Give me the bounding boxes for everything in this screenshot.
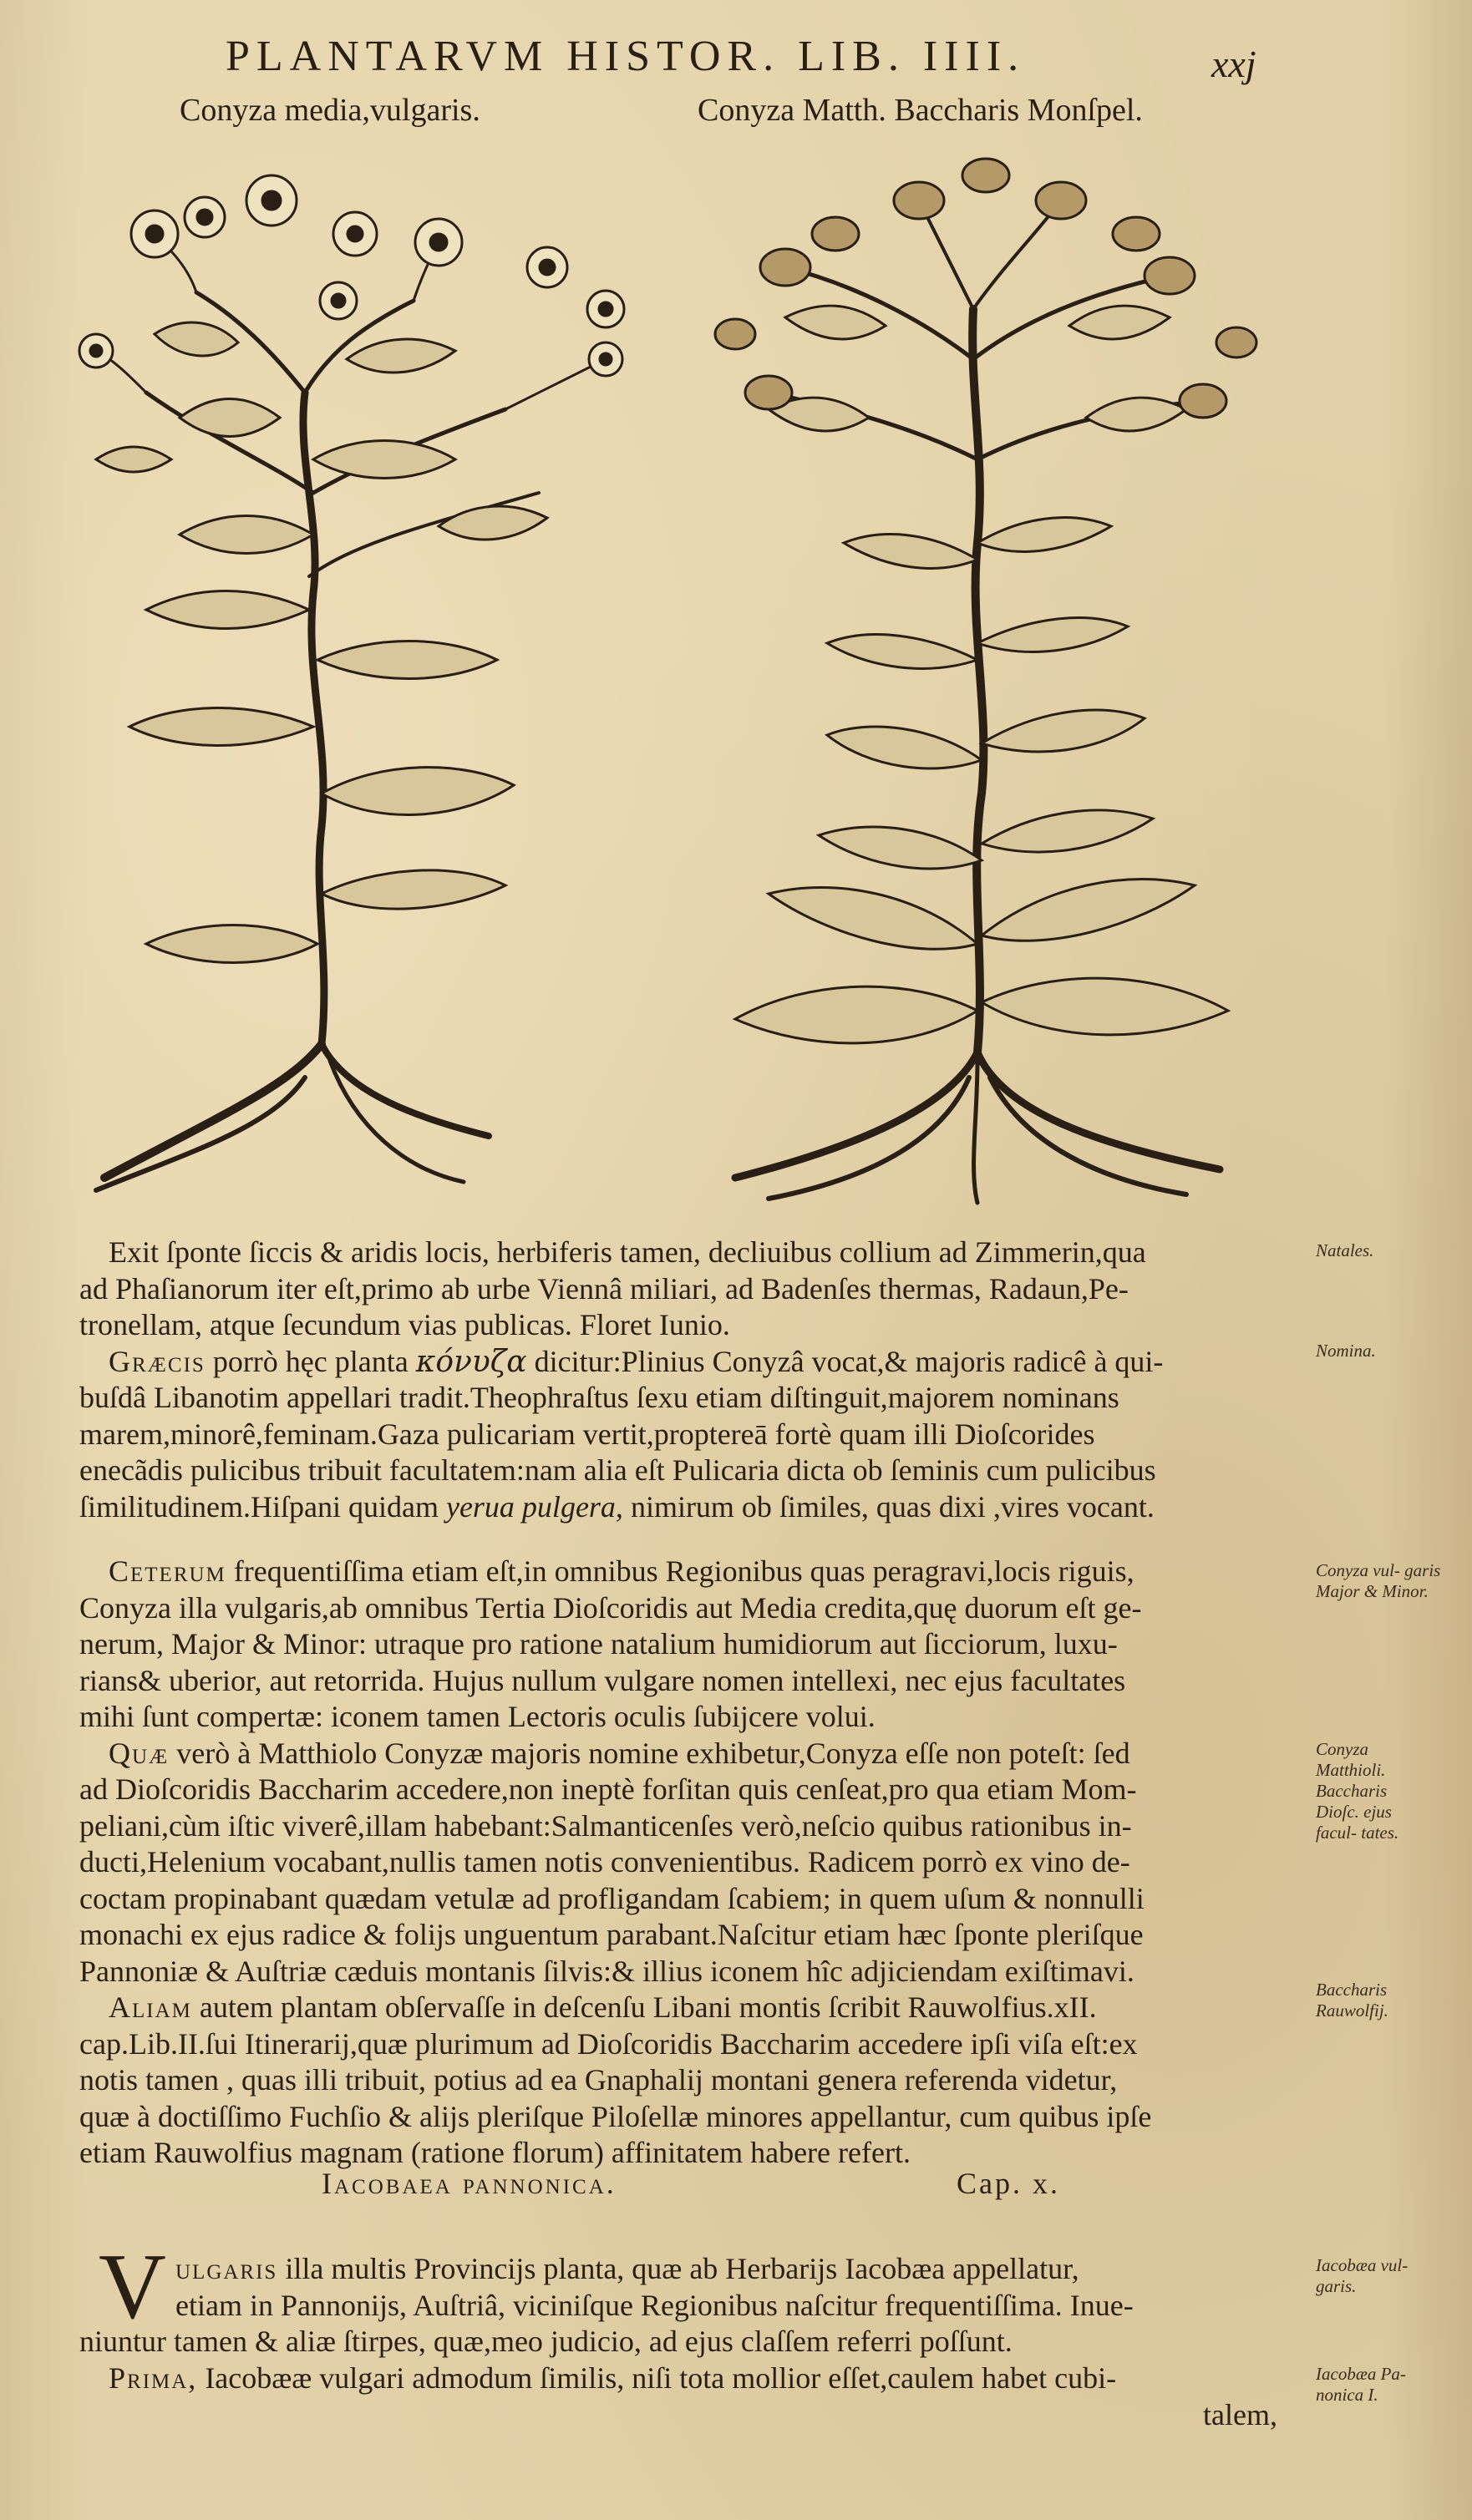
woodcut-conyza-media xyxy=(71,142,656,1219)
paragraph-lead: ulgaris xyxy=(175,2252,278,2285)
paragraph-iacobaea-vulgaris xyxy=(175,2251,1299,2324)
text-line: Conyza illa vulgaris,ab omnibus Tertia Dioſcoridis aut Media credita,quę duorum eſt ge- xyxy=(79,1590,1142,1625)
running-head xyxy=(0,32,1472,85)
text-line: dicitur:Plinius Conyzâ vocat,& majoris radicê à qui- xyxy=(534,1344,1164,1378)
text-line: porrò hęc planta xyxy=(212,1344,409,1378)
text-block-iacobaea-cont xyxy=(79,2324,1299,2396)
paragraph-iacobaea-prima xyxy=(79,2360,1299,2397)
text-line: illa multis Provincijs planta, quæ ab Herbarijs Iacobæa appellatur, xyxy=(285,2252,1079,2285)
folio-number: xxj xyxy=(1211,43,1256,85)
paragraph-lead: Græcis xyxy=(109,1344,206,1378)
text-line: rians& uberior, aut retorrida. Hujus nullum vulgare nomen intellexi, nec ejus facultates xyxy=(79,1663,1126,1697)
margin-note-iacobaea-vulgaris: Iacobæa vul- garis. xyxy=(1316,2255,1409,2296)
drop-cap: V xyxy=(99,2235,166,2339)
margin-note-iacobaea-pannonica: Iacobæa Pa- nonica I. xyxy=(1316,2364,1406,2405)
margin-note-conyza-matthioli: Conyza Matthioli. Baccharis Dioſc. ejus facul- tates. xyxy=(1316,1739,1399,1843)
running-title: PLANTARVM HISTOR. LIB. IIII. xyxy=(226,33,1026,80)
text-line: quæ à doctiſſimo Fuchſio & alijs pleriſque Piloſellæ minores appellantur, cum quibus ipſe xyxy=(79,2099,1152,2133)
text-line: etiam in Pannonijs, Auſtriâ, viciniſque Regionibus naſcitur frequentiſſima. Inue- xyxy=(175,2288,1134,2322)
chapter-number: Cap. x. xyxy=(957,2167,1060,2200)
margin-note-conyza-vulgaris: Conyza vul- garis Major & Minor. xyxy=(1316,1560,1441,1601)
text-line: niuntur tamen & aliæ ſtirpes, quæ,meo judicio, ad ejus claſſem referri poſſunt. xyxy=(79,2325,1013,2358)
text-line: ad Phaſianorum iter eſt,primo ab urbe Viennâ miliari, ad Badenſes thermas, Radaun,Pe- xyxy=(79,1271,1129,1306)
woodcut-baccharis-monspeliensis xyxy=(702,142,1270,1219)
greek-word: κόνυζα xyxy=(415,1344,527,1379)
text-line: peliani,cùm iſtic viverê,illam habebant:Salmanticenſes verò,neſcio quibus rationibus in- xyxy=(79,1808,1132,1843)
text-line: ducti,Helenium vocabant,nullis tamen notis convenientibus. Radicem porrò ex vino de- xyxy=(79,1845,1130,1879)
text-line: buſdâ Libanotim appellari tradit.Theophraſtus ſexu etiam diſtinguit,majorem nominans xyxy=(79,1381,1119,1414)
catchword: talem, xyxy=(1203,2398,1277,2431)
paragraph-lead: Aliam xyxy=(109,1990,192,2024)
text-line: verò à Matthiolo Conyzæ majoris nomine exhibetur,Conyza eſſe non poteſt: ſed xyxy=(176,1736,1130,1770)
margin-note-nomina: Nomina. xyxy=(1316,1341,1376,1361)
margin-note-baccharis-rauwolfii: Baccharis Rauwolfij. xyxy=(1316,1980,1388,2021)
text-line: nimirum ob ſimiles, quas dixi ,vires vocant. xyxy=(630,1489,1155,1524)
paragraph-iacobaea-cont xyxy=(79,2324,1299,2360)
paragraph-nomina xyxy=(79,1344,1299,1526)
text-line: frequentiſſima etiam eſt,in omnibus Regionibus quas peragravi,locis riguis, xyxy=(233,1554,1134,1588)
chapter-title: Iacobaea pannonica. xyxy=(322,2167,617,2200)
plate-caption-right: Conyza Matth. Baccharis Monſpel. xyxy=(698,93,1143,128)
text-line: tronellam, atque ſecundum vias publicas. Floret Iunio. xyxy=(79,1308,730,1341)
chapter-heading xyxy=(0,2166,1472,2208)
text-line: enecãdis pulicibus tribuit facultatem:nam alia eſt Pulicaria dicta ob ſeminis cum pulicibus xyxy=(79,1453,1156,1487)
text-line: ſimilitudinem.Hiſpani quidam xyxy=(79,1489,439,1524)
paragraph-baccharis-rauwolfii xyxy=(79,1990,1299,2172)
text-block-conyza xyxy=(79,1554,1299,2172)
margin-note-natales: Natales. xyxy=(1316,1240,1374,1260)
text-line: cap.Lib.II.ſui Itinerarij,quæ plurimum ad Dioſcoridis Baccharim accedere ipſi viſa eſt:ex xyxy=(79,2026,1138,2061)
paragraph-lead: Quæ xyxy=(109,1736,170,1770)
text-line: Pannoniæ & Auſtriæ cæduis montanis ſilvis:& illius iconem hîc adjiciendam exiſtimavi. xyxy=(79,1954,1134,1988)
text-line: autem plantam obſervaſſe in deſcenſu Libani montis ſcribit Rauwolfius.xII. xyxy=(199,1990,1097,2024)
paragraph-conyza-vulgaris xyxy=(79,1554,1299,1736)
paragraph-natales xyxy=(79,1235,1299,1344)
text-line: coctam propinabant quædam vetulæ ad profligandam ſcabiem; in quem uſum & nonnulli xyxy=(79,1881,1145,1915)
text-line: etiam Rauwolfius magnam (ratione florum) affinitatem habere refert. xyxy=(79,2136,911,2169)
text-line: Iacobææ vulgari admodum ſimilis, niſi tota mollior eſſet,caulem habet cubi- xyxy=(205,2360,1117,2395)
text-line: notis tamen , quas illi tribuit, potius ad ea Gnaphalij montani genera referenda videtur, xyxy=(79,2063,1118,2097)
text-line: marem,minorê,feminam.Gaza pulicariam vertit,proptereā fortè quam illi Dioſcorides xyxy=(79,1417,1095,1451)
paragraph-lead: Prima, xyxy=(109,2360,198,2395)
vernacular-name: yerua pulgera, xyxy=(445,1489,623,1524)
paragraph-conyza-matthioli xyxy=(79,1736,1299,1990)
text-block-iacobaea xyxy=(175,2251,1299,2324)
text-block-natales xyxy=(79,1235,1299,1525)
text-line: mihi ſunt compertæ: iconem tamen Lectoris oculis ſubijcere volui. xyxy=(79,1700,876,1733)
text-line: ad Dioſcoridis Baccharim accedere,non ineptè forſitan quis cenſeat,pro qua etiam Mom- xyxy=(79,1772,1137,1806)
text-line: Exit ſponte ſiccis & aridis locis, herbiferis tamen, decliuibus collium ad Zimmerin,qua xyxy=(109,1235,1146,1269)
text-line: monachi ex ejus radice & folijs unguentum parabant.Naſcitur etiam hæc ſponte pleriſque xyxy=(79,1918,1144,1951)
plate-caption-left: Conyza media,vulgaris. xyxy=(180,93,480,128)
paragraph-lead: Ceterum xyxy=(109,1554,226,1588)
text-line: nerum, Major & Minor: utraque pro ratione natalium humidiorum aut ſicciorum, luxu- xyxy=(79,1627,1118,1661)
catchword-block xyxy=(1203,2397,1303,2434)
